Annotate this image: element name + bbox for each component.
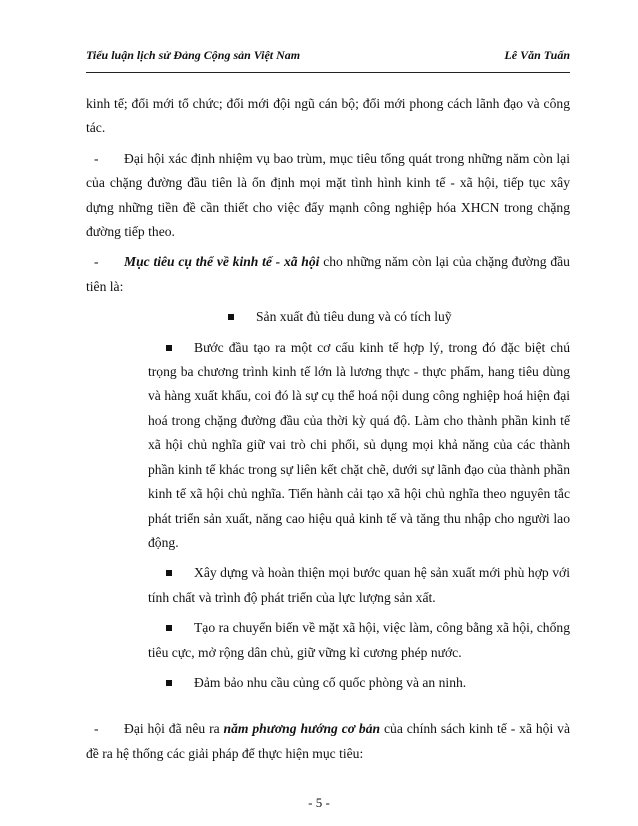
paragraph-text: của chính sách kinh tế - xã hội và đề ra hệ thống các giải pháp để thực hiện mục tiêu:: [86, 721, 570, 761]
header-title: Tiểu luận lịch sử Đảng Cộng sản Việt Nam: [86, 48, 301, 62]
bullet-item: [148, 671, 570, 695]
bullet-item: [148, 561, 570, 610]
paragraph-text: Đại hội đã nêu ra: [124, 721, 224, 737]
square-bullet-icon: [166, 345, 172, 351]
emphasized-phrase: Mục tiêu cụ thể về kinh tế - xã hội: [124, 254, 320, 270]
emphasized-phrase: năm phương hướng cơ bản: [223, 721, 381, 737]
header-author: Lê Văn Tuấn: [504, 48, 570, 62]
square-bullet-icon: [166, 680, 172, 686]
square-bullet-icon: [166, 625, 172, 631]
dash-marker: -: [94, 150, 99, 166]
paragraph-continuation: kinh tế; đổi mới tổ chức; đổi mới đội ngũ cán bộ; đổi mới phong cách lãnh đạo và công tác.: [86, 96, 570, 136]
bullet-text: Xây dựng và hoàn thiện mọi bước quan hệ sản xuất mới phù hợp với tính chất và trình độ phát triển của lực lượng sản xất.: [148, 565, 570, 605]
bullet-text: Sản xuất đủ tiêu dung và có tích luỹ: [256, 309, 452, 325]
dash-marker: -: [94, 254, 99, 270]
bullet-item: [148, 616, 570, 665]
paragraph-five-directions: [86, 717, 570, 766]
bullet-item: [86, 305, 570, 329]
paragraph-text: Đại hội xác định nhiệm vụ bao trùm, mục tiêu tổng quát trong những năm còn lại của chặng đường đầu tiên là ổn định mọi mặt tình hình kinh tế - xã hội, tiếp tục xây dựng những tiền đề cần thiết cho việc đẩy mạnh công nghiệp hóa XHCN trong chặng đường tiếp theo.: [86, 150, 570, 240]
page-header: [86, 48, 570, 73]
dash-marker: -: [94, 721, 99, 737]
paragraph-overall-goal: [86, 147, 570, 245]
page-number: - 5 -: [308, 795, 330, 810]
paragraph-text: cho những năm còn lại của chặng đường đầu tiên là:: [86, 254, 570, 294]
bullet-item: [148, 336, 570, 556]
bullet-text: Đảm bảo nhu cầu củng cố quốc phòng và an ninh.: [194, 674, 467, 690]
bullet-list: [148, 336, 570, 696]
page-body: [86, 92, 570, 766]
bullet-text: Bước đầu tạo ra một cơ cấu kinh tế hợp lý, trong đó đặc biệt chú trọng ba chương trình kinh tế lớn là lương thực - thực phẩm, hang tiêu dùng và hàng xuất khẩu, coi đó là sự cụ thể hoá nội dung công nghiệp hoá hiện đại hoá trong chặng đường đầu của thời kỳ quá độ. Làm cho thành phần kinh tế xã hội chủ nghĩa giữ vai trò chi phối, sủ dụng mọi khả năng của các thành phần kinh tế khác trong sự liên kết chặt chẽ, dưới sự lãnh đạo của thành phần kinh tế xã hội chủ nghĩa. Tiến hành cải tạo xã hội chủ nghĩa theo nguyên tắc phát triển sản xuất, năng cao hiệu quả kinh tế và tăng thu nhập cho người lao động.: [148, 339, 570, 550]
paragraph-specific-goals: [86, 250, 570, 299]
bullet-text: Tạo ra chuyển biến về mặt xã hội, việc làm, công bằng xã hội, chống tiêu cực, mở rộng dân chủ, giữ vững kỉ cương phép nước.: [148, 620, 570, 660]
square-bullet-icon: [228, 314, 234, 320]
square-bullet-icon: [166, 570, 172, 576]
